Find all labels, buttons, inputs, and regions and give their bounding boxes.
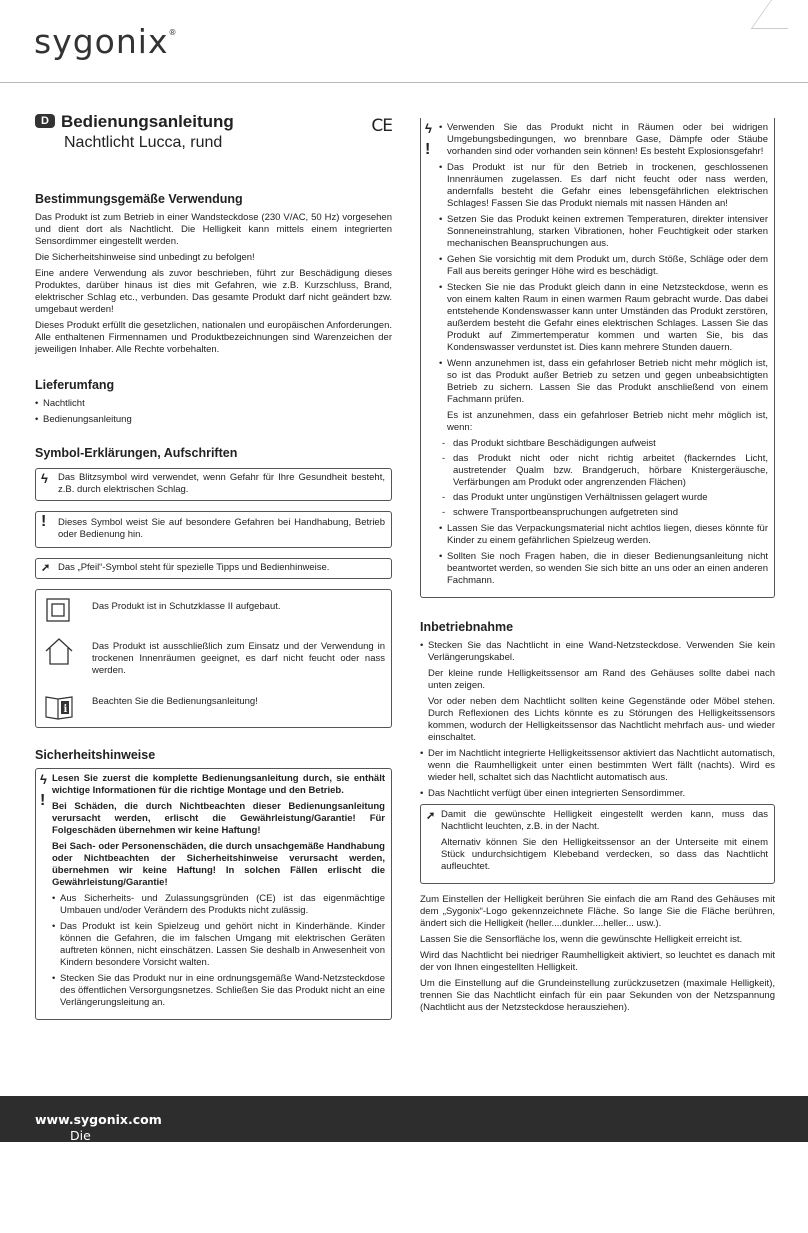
list-item: • Setzen Sie das Produkt keinen extremen Temperaturen, direkter intensiver Sonneneinstrahlung, starken Vibrationen, hoher Feuchtigkeit oder starken mechanischen Beanspruchungen aus. — [439, 214, 768, 250]
manual-book-icon — [44, 691, 74, 721]
paragraph: Dieses Produkt erfüllt die gesetzlichen, nationalen und europäischen Anforderungen. Alle enthaltenen Firmennamen und Produktbezeichnungen sind Warenzeichen der jeweiligen Inhaber. Alle Rechte vorbehalten. — [35, 320, 392, 355]
list-item — [420, 640, 775, 744]
paragraph: Alternativ können Sie den Helligkeitssensor an der Unterseite mit einem Stück undurchsichtigem Klebeband verdecken, so dass das Nachtlicht aufleuchtet. — [441, 837, 768, 872]
symbol-text: Dieses Symbol weist Sie auf besondere Gefahren bei Handhabung, Betrieb oder Bedienung hin. — [58, 517, 385, 540]
section-heading: Sicherheitshinweise — [35, 748, 156, 762]
tip-box — [420, 804, 775, 884]
symbol-text: Beachten Sie die Bedienungsanleitung! — [92, 696, 258, 707]
paragraph: Lesen Sie zuerst die komplette Bedienungsanleitung durch, sie enthält wichtige Informationen für die richtige Montage und den Betrieb. — [52, 773, 385, 796]
section-safety — [35, 748, 392, 1020]
footer-link[interactable]: www.sygonix.com — [35, 1112, 162, 1127]
list-item: • Aus Sicherheits- und Zulassungsgründen (CE) ist das eigenmächtige Umbauen und/oder Verändern des Produkts nicht zulässig. — [52, 893, 385, 917]
paragraph: Der kleine runde Helligkeitssensor am Rand des Gehäuses sollte dabei nach unten zeigen. — [428, 668, 775, 691]
paragraph: Bei Sach- oder Personenschäden, die durch unsachgemäße Handhabung oder Nichtbeachten der Sicherheitshinweise verursacht werden, übernehmen wir keine Haftung! In solchen Fällen erlischt die Gewährleistung/Garantie! — [52, 841, 385, 888]
list-item-text: Wenn anzunehmen ist, dass ein gefahrloser Betrieb nicht mehr möglich ist, so ist das Produkt außer Betrieb zu setzen und gegen unbeabsichtigten Betrieb zu sichern. Lassen Sie das Produkt anschließend von einem Fachmann prüfen. — [447, 358, 768, 405]
paragraph: Wird das Nachtlicht bei niedriger Raumhelligkeit aktiviert, so leuchtet es danach mit der von Ihnen eingestellten Helligkeit. — [420, 950, 775, 973]
paragraph: Lassen Sie die Sensorfläche los, wenn die gewünschte Helligkeit erreicht ist. — [420, 934, 743, 945]
paragraph: Bei Schäden, die durch Nichtbeachten dieser Bedienungsanleitung verursacht werden, erlischt die Gewährleistung/Garantie! Für Folgeschäden übernehmen wir keine Haftung! — [52, 801, 385, 836]
section-heading: Bestimmungsgemäße Verwendung — [35, 192, 243, 206]
footer-tagline: Die Haustechnik-Marke für das ganze Haus. Mehr Informationen unter — [70, 1128, 158, 1233]
paragraph: Vor oder neben dem Nachtlicht sollten keine Gegenstände oder Möbel stehen. Durch Reflexionen des Lichts könnte es zu Störungen des Helligkeitssensors kommen, wodurch der Helligkeitssensor das Nachtlicht mehrfach aus- und wieder einschaltet. — [428, 696, 775, 743]
dash-item: - schwere Transportbeanspruchungen aufgetreten sind — [439, 507, 768, 519]
title-block — [35, 112, 392, 152]
section-heading: Lieferumfang — [35, 378, 115, 392]
footer-text — [35, 1112, 162, 1233]
symbol-text: Das Blitzsymbol wird verwendet, wenn Gefahr für Ihre Gesundheit besteht, z.B. durch elektrischen Schlag. — [58, 472, 385, 495]
document-title: Bedienungsanleitung — [60, 112, 234, 131]
section-heading: Symbol-Erklärungen, Aufschriften — [35, 446, 238, 460]
list-item-text: Stecken Sie das Nachtlicht in eine Wand-Netzsteckdose. Verwenden Sie kein Verlängerungskabel. — [428, 640, 775, 663]
paragraph: Die Sicherheitshinweise sind unbedingt zu befolgen! — [35, 252, 255, 263]
left-column — [35, 112, 392, 1020]
exclamation-icon: ! — [425, 141, 431, 158]
paragraph: Damit die gewünschte Helligkeit eingestellt werden kann, muss das Nachtlicht leuchten, z.B. in der Nacht. — [441, 809, 768, 832]
list-item: • Verwenden Sie das Produkt nicht in Räumen oder bei widrigen Umgebungsbedingungen, wo brennbare Gase, Dämpfe oder Stäube vorhanden sind oder vorhanden sein können! Es besteht Explosionsgefahr! — [439, 122, 768, 158]
paragraph: Zum Einstellen der Helligkeit berühren Sie einfach die am Rand des Gehäuses mit dem „Sygonix“-Logo gekennzeichnete Fläche. So lange Sie die Fläche berühren, ändert sich die Helligkeit (heller....dunkler....heller... usw.). — [420, 894, 775, 929]
header-divider — [0, 82, 808, 83]
section-heading: Inbetriebnahme — [420, 620, 514, 634]
dash-item: - das Produkt sichtbare Beschädigungen aufweist — [439, 438, 768, 450]
arrow-icon: ➚ — [41, 562, 51, 574]
paragraph: Das Produkt ist zum Betrieb in einer Wandsteckdose (230 V/AC, 50 Hz) vorgesehen und dient dort als Nachtlicht. Die Helligkeit kann mittels einem integrierten Sensordimmer eingestellt werden. — [35, 212, 392, 247]
symbol-text: Das „Pfeil“-Symbol steht für spezielle Tipps und Bedienhinweise. — [58, 562, 330, 573]
list-item: • Stecken Sie nie das Produkt gleich dann in eine Netzsteckdose, wenn es von einem kalten Raum in einen warmen Raum gebracht wurde. Das dabei entstehende Kondenswasser kann unter Umständen das Produkt zerstören, außerdem besteht die Gefahr eines elektrischen Schlages. Lassen Sie das Produkt auf Zimmertemperatur kommen und warten Sie, bis das Kondenswasser verdunstet ist. Dies kann mehrere Stunden dauern. — [439, 282, 768, 354]
list-item: • Bedienungsanleitung — [35, 414, 392, 426]
symbol-arrow-box — [35, 558, 392, 579]
list-item: • Lassen Sie das Verpackungsmaterial nicht achtlos liegen, dieses könnte für Kinder zu einem gefährlichen Spielzeug werden. — [439, 523, 768, 547]
ce-mark-icon: CE — [371, 116, 392, 136]
indoor-house-icon — [44, 636, 74, 666]
document-subtitle: Nachtlicht Lucca, rund — [64, 134, 223, 151]
paragraph: Eine andere Verwendung als zuvor beschrieben, führt zur Beschädigung dieses Produktes, darüber hinaus ist dies mit Gefahren, wie z.B. Kurzschluss, Brand, elektrischer Schlag etc., verbunden. Das gesamte Produkt darf nicht geändert bzw. umgebaut werden! — [35, 268, 392, 315]
section-scope — [35, 378, 392, 426]
brand-logo: sygonix® — [34, 22, 178, 61]
list-item: • Das Produkt ist nur für den Betrieb in trockenen, geschlossenen Innenräumen zugelassen. Es darf nicht feucht oder nass werden, andernfalls besteht die Gefahr eines lebensgefährlichen elektrischen Schlages! Fassen Sie das Produkt niemals mit nassen Händen an! — [439, 162, 768, 210]
list-item: • Sollten Sie noch Fragen haben, die in dieser Bedienungsanleitung nicht beantwortet werden, so wenden Sie sich bitte an uns oder an einen anderen Fachmann. — [439, 551, 768, 587]
protection-class-2-icon — [44, 596, 74, 626]
list-item — [439, 358, 768, 519]
section-startup — [420, 620, 775, 1014]
safety-continued-box — [420, 118, 775, 598]
paragraph: Um die Einstellung auf die Grundeinstellung zurückzusetzen (maximale Helligkeit), trennen Sie das Nachtlicht einfach für ein paar Sekunden von der Netzspannung (Nachtlicht aus der Netzsteckdose herausziehen). — [420, 978, 775, 1013]
exclamation-icon: ! — [41, 513, 47, 530]
paragraph: Es ist anzunehmen, dass ein gefahrloser Betrieb nicht mehr möglich ist, wenn: — [447, 410, 768, 433]
pictogram-box — [35, 589, 392, 728]
lightning-icon: ϟ — [425, 121, 432, 136]
list-item: • Das Produkt ist kein Spielzeug und gehört nicht in Kinderhände. Kinder können die Gefahren, die im falschen Umgang mit elektrischen Geräten auftreten können, nicht einschätzen. Lassen Sie deshalb in Anwesenheit von Kindern besondere Vorsicht walten. — [52, 921, 385, 969]
list-item: • Der im Nachtlicht integrierte Helligkeitssensor aktiviert das Nachtlicht automatisch, wenn die Raumhelligkeit unter einen bestimmten Wert fällt (nachts). Wird es wieder hell, schaltet sich das Nachtlicht automatisch aus. — [420, 748, 775, 784]
right-column — [420, 118, 775, 1018]
section-intended-use — [35, 192, 392, 356]
list-item: • Stecken Sie das Produkt nur in eine ordnungsgemäße Wand-Netzsteckdose des öffentlichen Versorgungsnetzes. Schließen Sie das Produkt nicht an eine Verlängerungsleitung an. — [52, 973, 385, 1009]
symbol-exclamation-box — [35, 511, 392, 548]
symbol-text: Das Produkt ist in Schutzklasse II aufgebaut. — [92, 601, 281, 612]
list-item: • Nachtlicht — [35, 398, 392, 410]
safety-warning-box — [35, 768, 392, 1020]
footer-bar — [0, 1096, 808, 1233]
language-badge: D — [35, 114, 55, 128]
exclamation-icon: ! — [40, 792, 46, 809]
svg-text:i: i — [63, 704, 68, 715]
list-item: • Das Nachtlicht verfügt über einen integrierten Sensordimmer. — [420, 788, 775, 800]
list-item: • Gehen Sie vorsichtig mit dem Produkt um, durch Stöße, Schläge oder dem Fall aus bereits geringer Höhe wird es beschädigt. — [439, 254, 768, 278]
arrow-icon: ➚ — [426, 810, 436, 822]
lightning-icon: ϟ — [41, 471, 48, 486]
lightning-icon: ϟ — [40, 772, 47, 787]
corner-decoration — [751, 0, 808, 29]
section-symbols — [35, 446, 392, 728]
dash-item: - das Produkt unter ungünstigen Verhältnissen gelagert wurde — [439, 492, 768, 504]
dash-item: - das Produkt nicht oder nicht richtig arbeitet (flackerndes Licht, austretender Qualm bzw. Brandgeruch, hörbare Knistergeräusche, Verfärbungen am Produkt oder angrenzenden Flächen) — [439, 453, 768, 489]
symbol-lightning-box — [35, 468, 392, 501]
symbol-text: Das Produkt ist ausschließlich zum Einsatz und der Verwendung in trockenen Innenräumen geeignet, es darf nicht feucht oder nass werden. — [92, 641, 385, 676]
